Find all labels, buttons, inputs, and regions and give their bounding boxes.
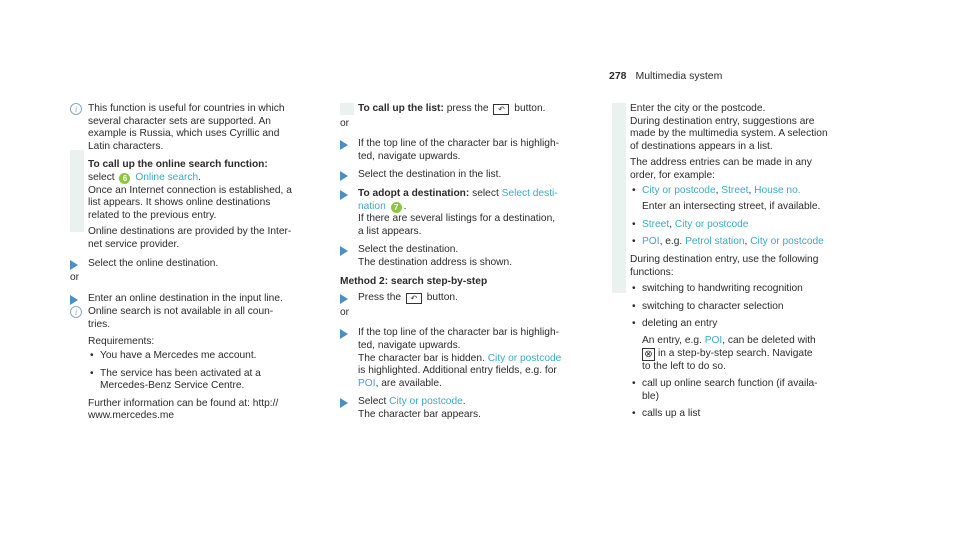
text-line: Further information can be found at: http://	[88, 397, 279, 409]
list-item: • City or postcode, Street, House no. Enter an intersecting street, if available.	[632, 184, 821, 213]
method-heading: Method 2: search step-by-step	[340, 275, 488, 287]
requirements-list	[88, 350, 320, 393]
text-line: select 6 Online search.	[88, 171, 202, 183]
text-line: Select the destination.	[358, 244, 459, 256]
step-enter-city	[612, 103, 862, 249]
step-arrow-icon	[340, 329, 348, 339]
text-line: ted, navigate upwards.	[358, 339, 461, 351]
text-line: Online destinations are provided by the Inter-	[88, 226, 292, 238]
text-line: During destination entry, use the following	[630, 253, 819, 265]
column-2	[340, 103, 590, 427]
text-line: Requirements:	[88, 335, 155, 347]
list-item: • You have a Mercedes me account.	[90, 350, 257, 362]
text-line: example is Russia, which uses Cyrillic and	[88, 128, 280, 140]
page-header	[609, 70, 722, 83]
text-line: made by the multimedia system. A selection	[630, 128, 828, 140]
text-line: related to the previous entry.	[88, 209, 217, 221]
step-title: To call up the online search function:	[88, 159, 268, 171]
step-arrow-icon	[340, 171, 348, 181]
step-bar	[612, 103, 626, 293]
back-button-icon: ↶	[406, 293, 422, 304]
list-item: • switching to character selection	[632, 300, 784, 312]
column-1	[70, 103, 320, 429]
text-line: Enter the city or the postcode.	[630, 103, 766, 114]
column-3	[612, 103, 862, 427]
text-line: POI, are available.	[358, 377, 442, 389]
text-line: If the top line of the character bar is highligh-	[358, 327, 560, 339]
text-line: To call up the list: press the ↶ button.	[358, 103, 546, 114]
text-line: Select the destination in the list.	[358, 169, 502, 181]
note-availability	[70, 306, 320, 423]
info-icon: i	[70, 306, 82, 318]
step-arrow-icon	[70, 295, 78, 305]
text-line: is highlighted. Additional entry fields, e.g. for	[358, 365, 557, 377]
text-line: This function is useful for countries in which	[88, 103, 285, 114]
functions-list	[630, 283, 862, 421]
text-line: list appears. It shows online destinations	[88, 197, 271, 209]
list-item: • calls up a list	[632, 408, 701, 420]
step-arrow-icon	[340, 140, 348, 150]
text-line: order, for example:	[630, 169, 715, 181]
step-arrow-icon	[340, 190, 348, 200]
text-line: functions:	[630, 266, 674, 278]
text-line: Press the ↶ button.	[358, 292, 458, 304]
step-select-online	[70, 258, 320, 271]
text-line: net service provider.	[88, 238, 180, 250]
step-select-city	[340, 396, 590, 421]
step-arrow-icon	[340, 398, 348, 408]
text-line: The destination address is shown.	[358, 256, 513, 268]
step-select-destination	[340, 244, 590, 269]
address-order-list	[630, 185, 862, 249]
step-arrow-icon	[70, 260, 78, 270]
step-press-back	[340, 292, 590, 305]
step-select-in-list	[340, 169, 590, 182]
step-arrow-icon	[340, 246, 348, 256]
text-line: The character bar is hidden. City or postcode	[358, 352, 562, 364]
step-navigate-up	[340, 138, 590, 163]
callout-number: 7	[391, 202, 402, 213]
or-text: or	[340, 306, 350, 318]
step-enter-destination	[70, 293, 320, 306]
text-line: If the top line of the character bar is highligh-	[358, 138, 560, 150]
step-adopt-destination	[340, 188, 590, 238]
back-button-icon: ↶	[493, 104, 509, 115]
note-functions	[612, 254, 862, 421]
text-line: Select the online destination.	[88, 257, 219, 269]
list-item: • deleting an entry An entry, e.g. POI, can be deleted with ⊗ in a step-by-step search. Navigate to the left to do so.	[632, 318, 816, 372]
text-line: Once an Internet connection is established, a	[88, 184, 292, 196]
list-item: • switching to handwriting recognition	[632, 283, 803, 295]
text-line: tries.	[88, 318, 111, 330]
callout-number: 6	[119, 173, 130, 184]
note-character-sets	[70, 103, 320, 153]
text-line: www.mercedes.me	[88, 410, 175, 422]
step-arrow-icon	[340, 294, 348, 304]
text-line: Latin characters.	[88, 140, 164, 152]
text-line: Enter an online destination in the input line.	[88, 292, 283, 304]
page-number: 278	[609, 70, 627, 82]
delete-icon: ⊗	[642, 348, 655, 361]
text-line: Select City or postcode.	[358, 396, 466, 408]
text-line: Online search is not available in all coun-	[88, 306, 274, 318]
text-line: ted, navigate upwards.	[358, 150, 461, 162]
text-line: The character bar appears.	[358, 408, 481, 420]
text-line: several character sets are supported. An	[88, 115, 271, 127]
or-text: or	[70, 272, 80, 284]
text: select	[88, 171, 115, 183]
step-call-list	[340, 103, 590, 116]
text-line: To adopt a destination: select Select desti-	[358, 187, 558, 199]
menu-item-online-search: Online search	[135, 171, 199, 183]
text-line: a list appears.	[358, 225, 422, 237]
text-line: The address entries can be made in any	[630, 157, 812, 169]
text-line: If there are several listings for a destination,	[358, 213, 556, 225]
text-line: nation 7 .	[358, 200, 407, 212]
list-item: • call up online search function (if availa- ble)	[632, 378, 818, 402]
list-item: • The service has been activated at a Mercedes-Benz Service Centre.	[90, 367, 261, 392]
step-bar	[340, 103, 354, 115]
list-item: • Street, City or postcode	[632, 218, 749, 230]
text-line: During destination entry, suggestions are	[630, 115, 815, 127]
text-line: of destinations appears in a list.	[630, 140, 773, 152]
or-text: or	[340, 117, 350, 129]
list-item: • POI, e.g. Petrol station, City or postcode	[632, 236, 824, 248]
section-title: Multimedia system	[635, 70, 723, 82]
step-bar	[70, 150, 84, 232]
info-icon: i	[70, 103, 82, 115]
step-online-search	[70, 159, 320, 251]
step-navigate-up-2	[340, 327, 590, 390]
